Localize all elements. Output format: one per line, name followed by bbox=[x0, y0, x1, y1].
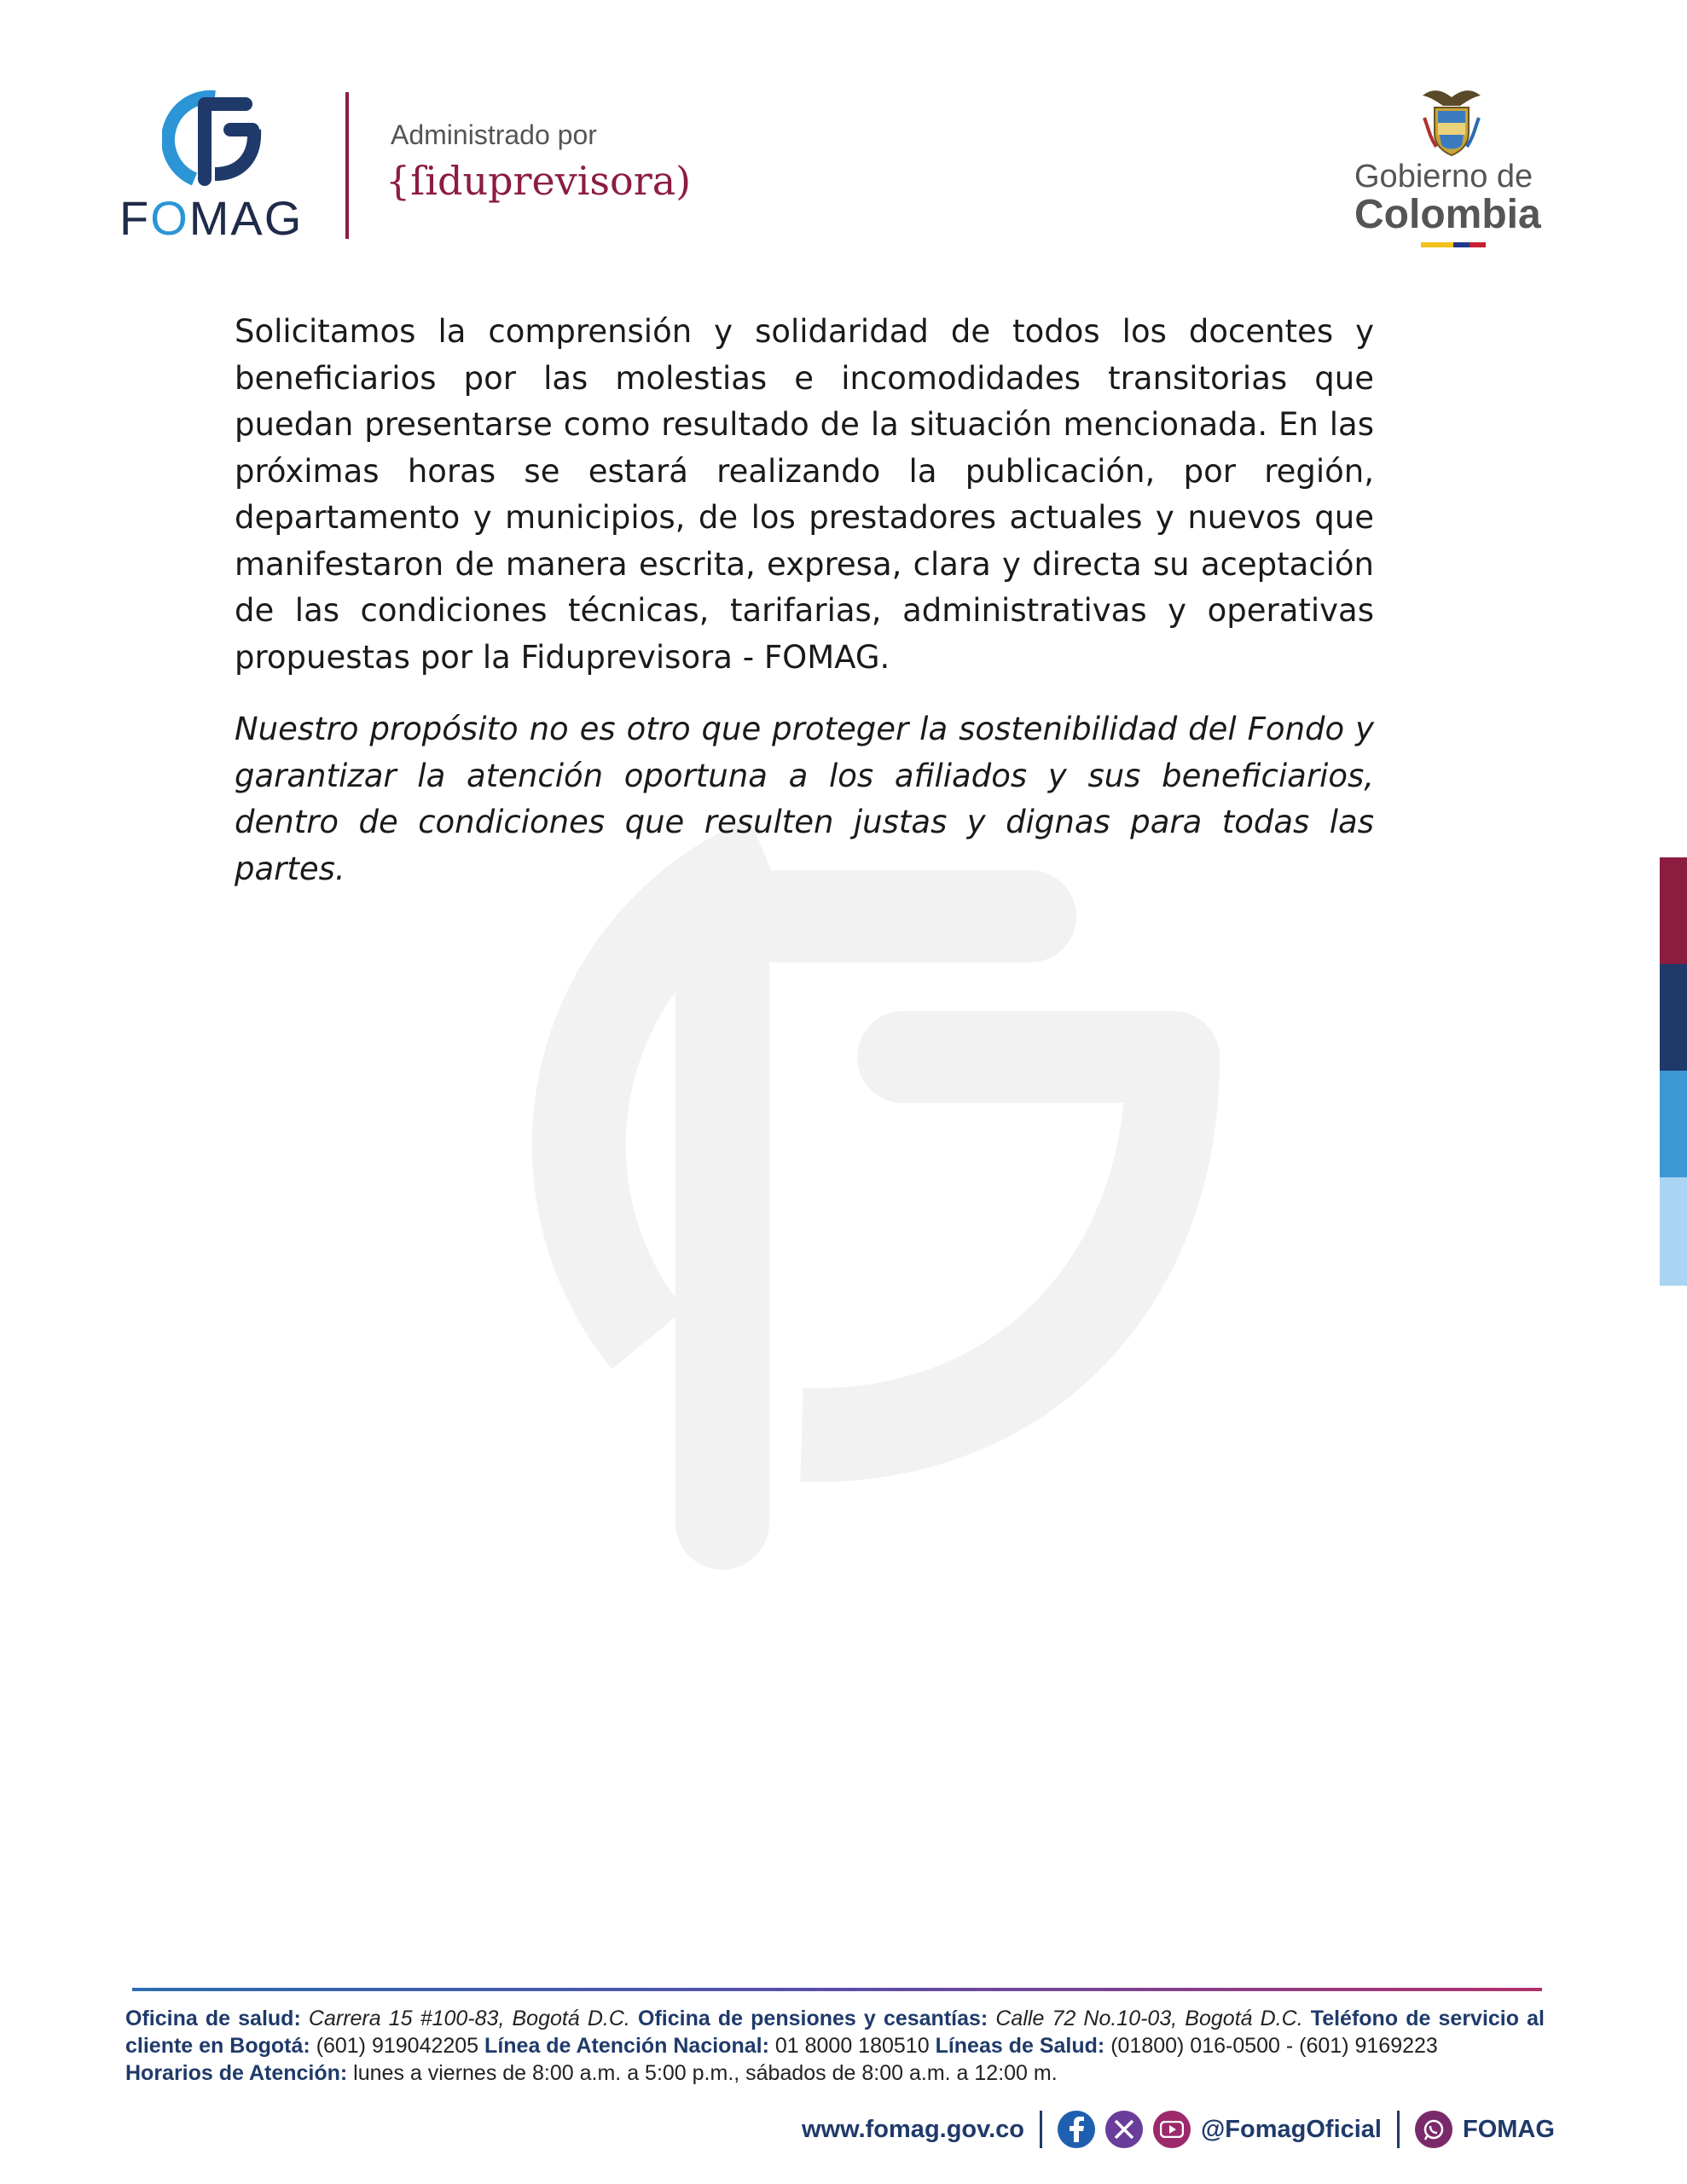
side-bar-blue bbox=[1660, 1071, 1687, 1177]
phone-bogota: (601) 919042205 bbox=[316, 2034, 479, 2058]
side-bar-maroon bbox=[1660, 857, 1687, 964]
phone-bogota-label: Teléfono de servicio al cliente en Bogotá: bbox=[125, 2007, 1545, 2058]
fiduprevisora-logo: {ſiduprevisora) bbox=[386, 158, 692, 204]
fomag-logo-icon bbox=[162, 85, 264, 196]
health-office-label: Oficina de salud: bbox=[125, 2007, 301, 2030]
hours: lunes a viernes de 8:00 a.m. a 5:00 p.m., sábados de 8:00 a.m. a 12:00 m. bbox=[353, 2061, 1058, 2085]
facebook-icon[interactable] bbox=[1058, 2111, 1095, 2148]
administered-by-label: Administrado por bbox=[391, 119, 597, 150]
side-bar-light-blue bbox=[1660, 1177, 1687, 1286]
footer-links bbox=[802, 2106, 1555, 2153]
footer-divider bbox=[132, 1988, 1542, 1991]
fomag-wordmark: FOMAG bbox=[119, 191, 304, 245]
health-lines: (01800) 016-0500 - (601) 9169223 bbox=[1110, 2034, 1438, 2058]
footer-separator bbox=[1397, 2111, 1400, 2148]
x-icon[interactable] bbox=[1105, 2111, 1143, 2148]
footer-contact-info bbox=[125, 2005, 1545, 2087]
gov-line1: Gobierno de bbox=[1354, 159, 1533, 195]
letterhead bbox=[0, 0, 1687, 273]
national-line: 01 8000 180510 bbox=[774, 2034, 930, 2058]
side-color-bar bbox=[1660, 857, 1687, 1286]
national-line-label: Línea de Atención Nacional: bbox=[484, 2034, 769, 2058]
gobierno-colombia-logo bbox=[1348, 84, 1552, 254]
pensions-office-address: Calle 72 No.10-03, Bogotá D.C. bbox=[995, 2007, 1303, 2030]
whatsapp-icon[interactable] bbox=[1415, 2111, 1452, 2148]
footer-separator bbox=[1040, 2111, 1042, 2148]
health-office-address: Carrera 15 #100-83, Bogotá D.C. bbox=[308, 2007, 630, 2030]
fomag-logo bbox=[119, 85, 324, 247]
website-link[interactable]: www.fomag.gov.co bbox=[802, 2115, 1025, 2143]
pensions-office-label: Oficina de pensiones y cesantías: bbox=[638, 2007, 988, 2030]
paragraph-purpose: Nuestro propósito no es otro que proteger la sostenibilidad del Fondo y garantizar la atención oportuna a los afiliados y sus beneficiarios, dentro de condiciones que resulten justas y dignas para todas las partes. bbox=[235, 711, 1374, 887]
fomag-watermark bbox=[443, 819, 1228, 1587]
paragraph-solidarity: Solicitamos la comprensión y solidaridad de todos los docentes y beneficiarios por las molestias e incomodidades transitorias que puedan presentarse como resultado de la situación mencionada. En las próximas horas se estará realizando la publicación, por región, departamento y municipios, de los prestadores actuales y nuevos que manifestaron de manera escrita, expresa, clara y directa su aceptación de las condiciones técnicas, tarifarias, administrativas y operativas propuestas por la Fiduprevisora - FOMAG. bbox=[235, 313, 1374, 676]
side-bar-navy bbox=[1660, 964, 1687, 1071]
whatsapp-label[interactable]: FOMAG bbox=[1463, 2115, 1555, 2143]
colombia-flag-stripe bbox=[1421, 242, 1486, 247]
hours-label: Horarios de Atención: bbox=[125, 2061, 348, 2085]
youtube-icon[interactable] bbox=[1153, 2111, 1191, 2148]
header-divider bbox=[345, 92, 349, 239]
health-lines-label: Líneas de Salud: bbox=[935, 2034, 1105, 2058]
gov-line2: Colombia bbox=[1354, 192, 1541, 237]
social-handle[interactable]: @FomagOficial bbox=[1201, 2115, 1382, 2143]
colombia-coat-of-arms-icon bbox=[1417, 84, 1486, 159]
letter-body bbox=[235, 309, 1374, 918]
